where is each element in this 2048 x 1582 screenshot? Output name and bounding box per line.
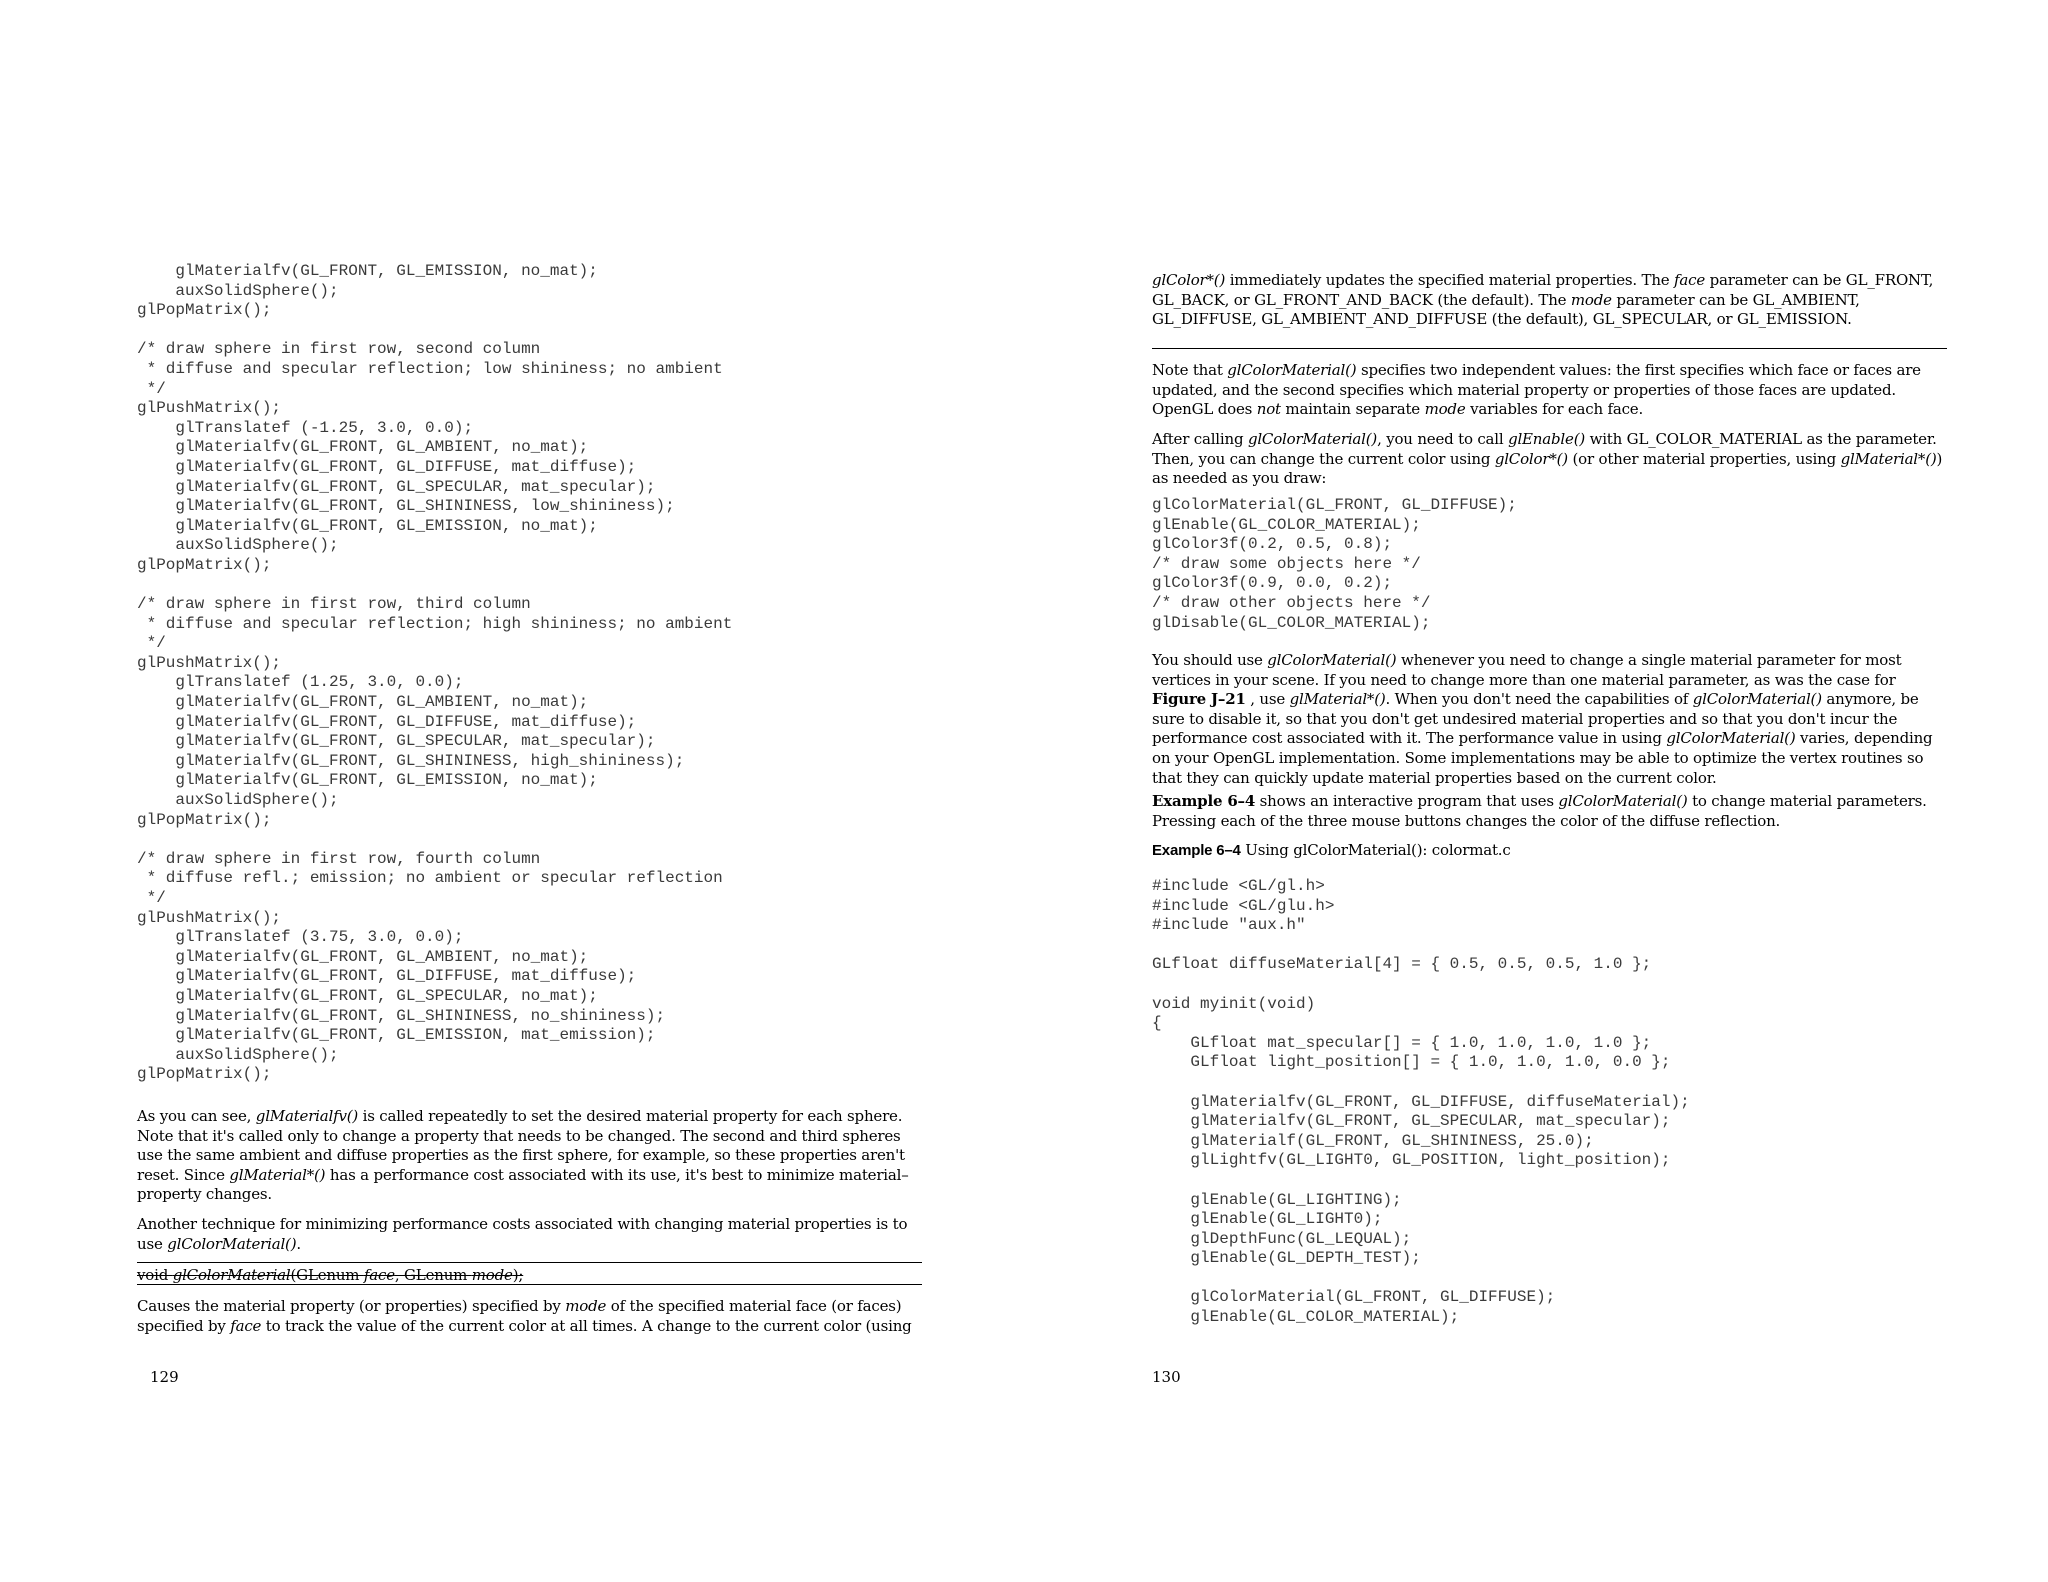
text: immediately updates the specified material properties. The — [1225, 271, 1675, 289]
text: , use — [1245, 690, 1290, 709]
signature-top-rule — [137, 1262, 922, 1263]
function-name: glColorMaterial() — [1666, 729, 1796, 748]
text: is called repeatedly to set the desired material property for each sphere. Note that it's called only to change a property that needs to be changed. The second and third spheres use the same ambient and diffuse properties as the first sphere, for example, so these properties aren't reset. Since — [137, 1107, 905, 1184]
text: As you can see, — [137, 1107, 256, 1125]
text: ); — [512, 1266, 524, 1284]
text: , you need to call — [1377, 430, 1509, 448]
function-name: glColorMaterial() — [1247, 430, 1378, 448]
text: to change material parameters. Pressing each of the three mouse buttons changes the color of the diffuse reflection. — [1152, 792, 1927, 830]
text: ) as needed as you draw: — [1152, 449, 1943, 488]
text: parameter can be GL_FRONT, GL_BACK, or GL_FRONT_AND_BACK (the default). The — [1152, 271, 1934, 309]
text: (GLenum — [290, 1266, 364, 1284]
function-name: glMaterial*() — [229, 1165, 326, 1184]
caption-label: Example 6–4 — [1152, 842, 1241, 859]
text: whenever you need to change a single material parameter for most vertices in your scene. If you need to change more than one material parameter, as was the case for — [1152, 651, 1902, 689]
code-listing-spheres: glMaterialfv(GL_FRONT, GL_EMISSION, no_mat); auxSolidSphere(); glPopMatrix(); /* draw sphere in first row, second column * diffuse and specular reflection; low shininess; no ambient */ glPushMatrix(); glTranslatef (-1.25, 3.0, 0.0); glMaterialfv(GL_FRONT, GL_AMBIENT, no_mat); glMaterialfv(GL_FRONT, GL_DIFFUSE, mat_diffuse); glMaterialfv(GL_FRONT, GL_SPECULAR, mat_specular); glMaterialfv(GL_FRONT, GL_SHININESS, low_shininess); glMaterialfv(GL_FRONT, GL_EMISSION, no_mat); auxSolidSphere(); glPopMatrix(); /* draw sphere in first row, third column * diffuse and specular reflection; high shininess; no ambient */ glPushMatrix(); glTranslatef (1.25, 3.0, 0.0); glMaterialfv(GL_FRONT, GL_AMBIENT, no_mat); glMaterialfv(GL_FRONT, GL_DIFFUSE, mat_diffuse); glMaterialfv(GL_FRONT, GL_SPECULAR, mat_specular); glMaterialfv(GL_FRONT, GL_SHININESS, high_shininess); glMaterialfv(GL_FRONT, GL_EMISSION, no_mat); auxSolidSphere(); glPopMatrix(); /* draw sphere in first row, fourth column * diffuse refl.; emission; no ambient or specular reflection */ glPushMatrix(); glTranslatef (3.75, 3.0, 0.0); glMaterialfv(GL_FRONT, GL_AMBIENT, no_mat); glMaterialfv(GL_FRONT, GL_DIFFUSE, mat_diffuse); glMaterialfv(GL_FRONT, GL_SPECULAR, no_mat); glMaterialfv(GL_FRONT, GL_SHININESS, no_shininess); glMaterialfv(GL_FRONT, GL_EMISSION, mat_emission); auxSolidSphere(); glPopMatrix(); — [137, 262, 733, 1084]
text: , GLenum — [394, 1266, 472, 1284]
function-signature — [137, 1266, 523, 1285]
text: with GL_COLOR_MATERIAL as the parameter. Then, you can change the current color using — [1152, 430, 1937, 468]
param-name: face — [363, 1266, 395, 1284]
text: of the specified material face (or faces) specified by — [137, 1297, 902, 1335]
function-name: glColorMaterial() — [167, 1234, 297, 1253]
text: to track the value of the current color at all times. A change to the current color (using — [261, 1316, 912, 1335]
text: has a performance cost associated with its use, it's best to minimize material–property changes. — [137, 1165, 909, 1204]
text: void — [137, 1266, 173, 1284]
text: maintain separate — [1280, 400, 1425, 419]
caption-text: Using glColorMaterial(): colormat.c — [1240, 841, 1511, 859]
param-name: mode — [1424, 400, 1466, 419]
right-page — [1024, 0, 2048, 1582]
function-name: glColor*() — [1494, 449, 1568, 468]
param-name: face — [1674, 271, 1706, 289]
section-rule — [1152, 348, 1947, 349]
paragraph-continued — [1152, 271, 1947, 330]
function-name: glColorMaterial() — [1227, 361, 1357, 379]
text: Causes the material property (or properties) specified by — [137, 1297, 566, 1315]
paragraph-another-technique — [137, 1215, 922, 1254]
text: . — [296, 1234, 301, 1253]
code-snippet-color-material: glColorMaterial(GL_FRONT, GL_DIFFUSE); glEnable(GL_COLOR_MATERIAL); glColor3f(0.2, 0.5, 0.8); /* draw some objects here */ glColor3f(0.9, 0.0, 0.2); /* draw other objects here */ glDisable(GL_COLOR_MATERIAL); — [1152, 496, 1517, 632]
param-name: mode — [471, 1266, 513, 1284]
text: variables for each face. — [1465, 400, 1644, 419]
function-name: glColorMaterial() — [1692, 690, 1822, 709]
page-number: 130 — [1152, 1368, 1181, 1386]
function-name: glEnable() — [1508, 430, 1585, 448]
signature-bottom-rule — [137, 1284, 922, 1285]
figure-reference: Figure J–21 — [1152, 690, 1246, 709]
page-number: 129 — [150, 1368, 179, 1386]
example-reference: Example 6–4 — [1152, 792, 1256, 810]
example-caption — [1152, 841, 1511, 860]
text: shows an interactive program that uses — [1255, 792, 1559, 810]
text: varies, depending on your OpenGL implementation. Some implementations may be able to optimize the vertex routines so that they can quickly update material properties based on the current color. — [1152, 729, 1933, 787]
function-name: glColor*() — [1152, 271, 1226, 289]
emphasis: not — [1256, 400, 1281, 419]
paragraph-note — [1152, 361, 1947, 420]
function-name: glColorMaterial — [172, 1266, 291, 1284]
param-name: mode — [565, 1297, 607, 1315]
text: You should use — [1152, 651, 1268, 669]
function-name: glColorMaterial() — [1558, 792, 1688, 810]
paragraph-example-intro — [1152, 792, 1947, 831]
function-name: glMaterialfv() — [255, 1107, 359, 1125]
function-name: glMaterial*() — [1289, 690, 1386, 709]
param-name: mode — [1570, 290, 1612, 309]
function-name: glMaterial*() — [1840, 449, 1937, 468]
text: Note that — [1152, 361, 1228, 379]
param-name: face — [230, 1316, 262, 1335]
function-name: glColorMaterial() — [1267, 651, 1397, 669]
paragraph-material-calls — [137, 1107, 922, 1205]
text: After calling — [1152, 430, 1248, 448]
text: Another technique for minimizing performance costs associated with changing material properties is to use — [137, 1215, 908, 1253]
text: . When you don't need the capabilities of — [1385, 690, 1693, 709]
text: specifies two independent values: the first specifies which face or faces are updated, and the second specifies which material property or properties of those faces are updated. OpenGL does — [1152, 361, 1921, 419]
text: (or other material properties, using — [1567, 449, 1841, 468]
paragraph-you-should-use — [1152, 651, 1947, 788]
text: anymore, be sure to disable it, so that you don't get undesired material properties and so that you don't incur the performance cost associated with it. The performance value in using — [1152, 690, 1919, 748]
paragraph-causes — [137, 1297, 922, 1336]
code-listing-colormat: #include <GL/gl.h> #include <GL/glu.h> #include "aux.h" GLfloat diffuseMaterial[4] = { 0.5, 0.5, 0.5, 1.0 }; void myinit(void) { GLfloat mat_specular[] = { 1.0, 1.0, 1.0, 1.0 }; GLfloat light_position[] = { 1.0, 1.0, 1.0, 0.0 }; glMaterialfv(GL_FRONT, GL_DIFFUSE, diffuseMaterial); glMaterialfv(GL_FRONT, GL_SPECULAR, mat_specular); glMaterialf(GL_FRONT, GL_SHININESS, 25.0); glLightfv(GL_LIGHT0, GL_POSITION, light_position); glEnable(GL_LIGHTING); glEnable(GL_LIGHT0); glDepthFunc(GL_LEQUAL); glEnable(GL_DEPTH_TEST); glColorMaterial(GL_FRONT, GL_DIFFUSE); glEnable(GL_COLOR_MATERIAL); — [1152, 877, 1690, 1327]
paragraph-after-calling — [1152, 430, 1947, 489]
text: parameter can be GL_AMBIENT, GL_DIFFUSE, GL_AMBIENT_AND_DIFFUSE (the default), GL_SPECULAR, or GL_EMISSION. — [1152, 290, 1860, 329]
